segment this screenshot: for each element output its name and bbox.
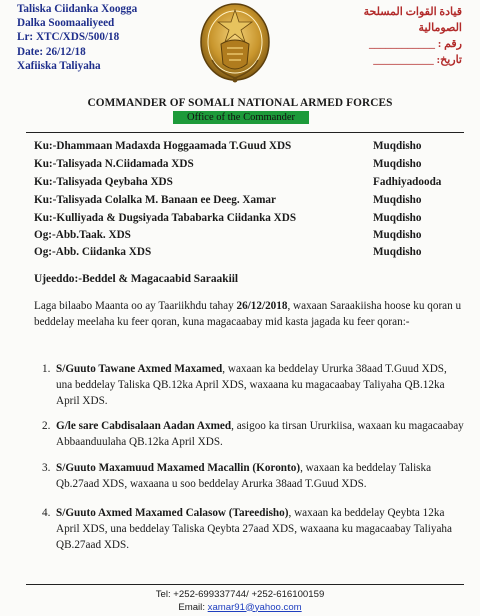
officer-name: S/Guuto Tawane Axmed Maxamed xyxy=(56,363,223,375)
footer-phone: Tel: +252-699337744/ +252-616100159 xyxy=(155,589,325,600)
recipient-name: Ku:-Dhammaan Madaxda Hoggaamada T.Guud XDS xyxy=(34,140,292,152)
recipient-row xyxy=(34,229,464,245)
email-link[interactable]: xamar91@yahoo.com xyxy=(207,601,302,613)
recipient-location: Fadhiyadooda xyxy=(373,176,442,188)
top-divider xyxy=(26,132,464,133)
recipient-location: Muqdisho xyxy=(373,212,422,224)
arabic-line-1: قيادة القوات المسلحة xyxy=(363,6,462,18)
recipient-name: Ku:-Kulliyada & Dugsiyada Tababarka Ciidanka XDS xyxy=(34,212,297,224)
recipient-name: Ku:-Talisyada Colalka M. Banaan ee Deeg. Xamar xyxy=(34,194,276,206)
arabic-ref-line: رقم : ____________ xyxy=(368,38,462,50)
document-title: COMMANDER OF SOMALI NATIONAL ARMED FORCES xyxy=(87,97,393,109)
officer-name: S/Guuto Axmed Maxamed Calasow (Tareedisho) xyxy=(56,507,289,519)
recipient-row xyxy=(34,158,464,174)
recipient-row xyxy=(34,176,464,192)
item-number: 2. xyxy=(42,420,51,432)
recipient-row xyxy=(34,212,464,228)
recipient-row xyxy=(34,194,464,210)
recipient-name: Ku:-Talisyada Qeybaha XDS xyxy=(34,176,173,188)
recipient-name: Ku:-Talisyada N.Ciidamada XDS xyxy=(34,158,194,170)
recipient-location: Muqdisho xyxy=(373,229,422,241)
item-number: 4. xyxy=(42,507,51,519)
recipient-location: Muqdisho xyxy=(373,158,422,170)
arabic-date-line: تاريخ: ___________ xyxy=(373,54,462,66)
list-item xyxy=(42,418,464,450)
officer-name: S/Guuto Maxamuud Maxamed Macallin (Koronto) xyxy=(56,462,301,474)
arabic-line-2: الصومالية xyxy=(418,22,462,34)
intro-text-end: , waxaan Saraakiisha hoose ku qoran u beddelay meelaha ku feer qoran, kuna magacaabay mid kasta jagada ku feer qoran:- xyxy=(34,300,462,328)
item-number: 1. xyxy=(42,363,51,375)
footer xyxy=(0,589,480,614)
item-text: , waxaan ka beddelay Qeybta 12ka April XDS, una beddelay Taliska Qeybta 27aad XDS, waxaana ku magacaabay Taliyaha QB.27aad XDS. xyxy=(56,507,452,551)
item-number: 3. xyxy=(42,462,51,474)
footer-email-line xyxy=(0,602,480,615)
officer-name: G/le sare Cabdisalaan Aadan Axmed xyxy=(56,420,232,432)
footer-divider xyxy=(26,584,464,585)
recipient-location: Muqdisho xyxy=(373,194,422,206)
sender-line-2: Dalka Soomaaliyeed xyxy=(17,17,115,30)
intro-date: 26/12/2018 xyxy=(236,300,288,312)
list-item xyxy=(42,361,464,409)
reference-number: Lr: XTC/XDS/500/18 xyxy=(17,31,120,44)
sender-line-1: Taliska Ciidanka Xoogga xyxy=(17,3,138,15)
item-text: , asigoo ka tirsan Ururkiisa, waxaan ku magacaabay Abbaanduulaha QB.12ka April XDS. xyxy=(56,420,464,448)
item-text: , waxaan ka beddelay Ururka 38aad T.Guud XDS, una beddelay Taliska QB.12ka April XDS, waxaana ku magacaabay Taliyaha QB.12ka April XDS. xyxy=(56,363,447,407)
list-item xyxy=(42,505,464,553)
intro-text-start: Laga bilaabo Maanta oo ay Taariikhdu tahay xyxy=(34,300,237,312)
recipient-name: Og:-Abb.Taak. XDS xyxy=(34,229,131,241)
office-banner: Office of the Commander xyxy=(173,111,309,124)
email-label: Email: xyxy=(178,601,208,613)
letter-date: Date: 26/12/18 xyxy=(17,45,86,58)
recipient-row xyxy=(34,140,464,156)
recipient-name: Og:-Abb. Ciidanka XDS xyxy=(34,246,152,258)
intro-paragraph xyxy=(34,298,464,330)
arabic-header xyxy=(364,4,462,68)
recipient-location: Muqdisho xyxy=(373,246,422,258)
sender-office: Xafiiska Taliyaha xyxy=(17,59,101,72)
sender-header xyxy=(17,2,137,73)
recipient-location: Muqdisho xyxy=(373,140,422,152)
list-item xyxy=(42,460,464,492)
recipient-row xyxy=(34,246,464,262)
subject-line: Ujeeddo:-Beddel & Magacaabid Saraakiil xyxy=(34,273,239,285)
somali-armed-forces-emblem-icon xyxy=(198,2,272,86)
item-text: , waxaan ka beddelay Taliska Qb.27aad XDS, waxaana u soo beddelay Arurka 38aad T.Guud XDS. xyxy=(56,462,432,490)
